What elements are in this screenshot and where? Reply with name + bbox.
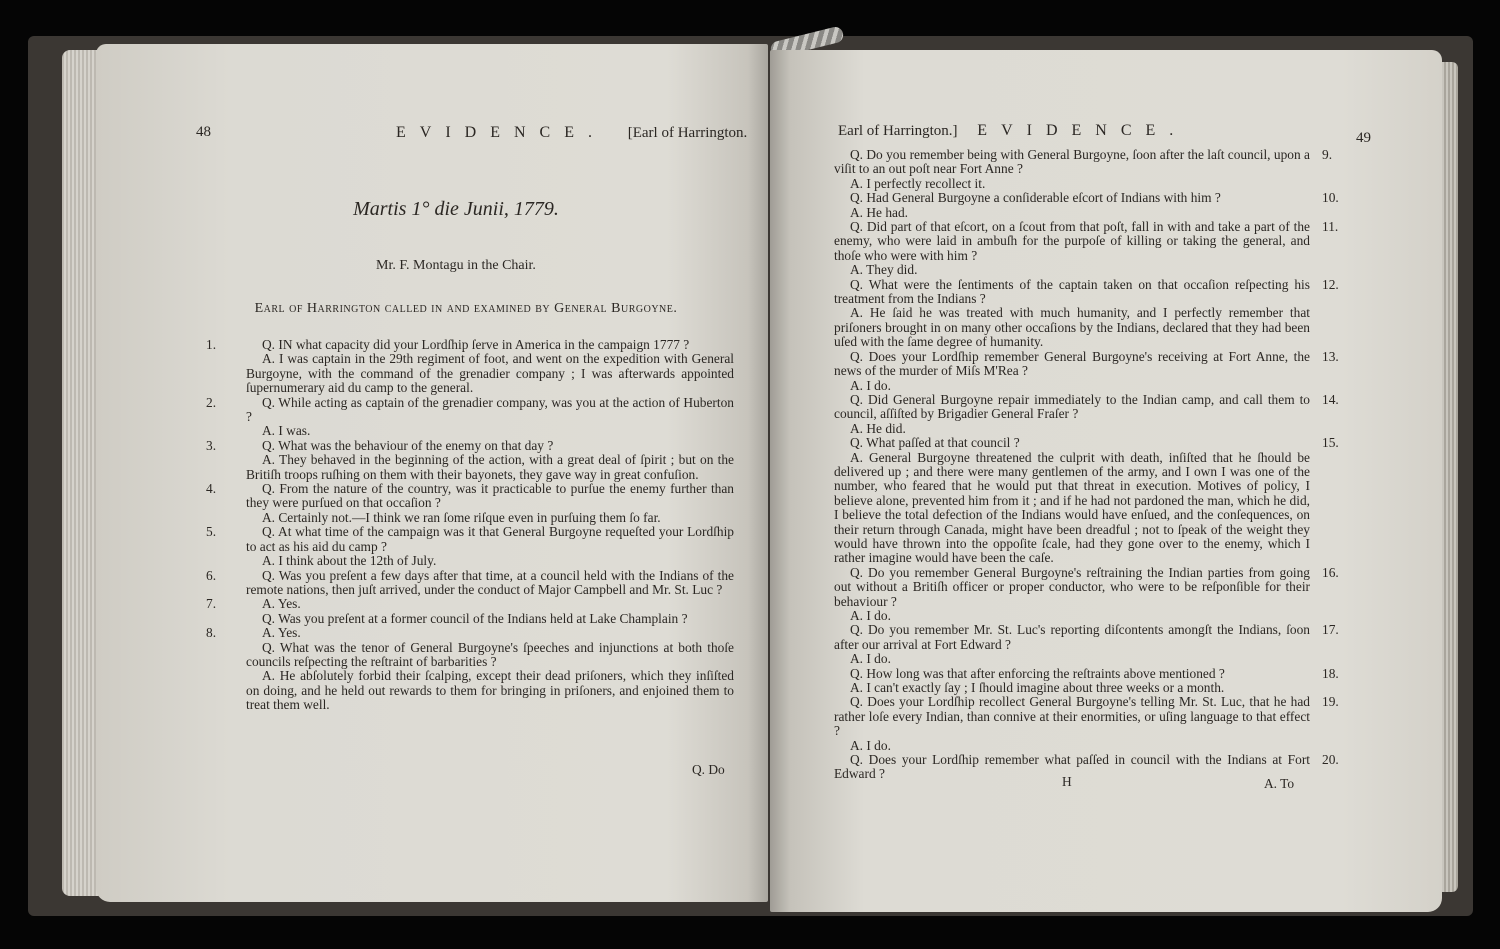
question-text: Q. Does your Lordſhip remember what paſſed in council with the Indians at Fort Edward ?	[834, 752, 1310, 782]
answer-text: A. I perfectly recollect it.	[850, 175, 986, 191]
testimony-paragraph	[834, 752, 1339, 782]
session-date: Martis 1° die Junii, 1779.	[353, 198, 559, 220]
left-text-column	[206, 337, 734, 713]
page-number: 48	[196, 124, 211, 140]
testimony-paragraph	[834, 391, 1339, 422]
question-number: 16.	[1322, 564, 1339, 580]
testimony-paragraph	[206, 394, 734, 425]
answer-text: A. They behaved in the beginning of the action, with a great deal of ſpirit ; but on the Britiſh troops ruſhing on them with their bayonets, they gave way in great confuſion.	[246, 452, 734, 482]
answer-text: A. Yes.	[262, 625, 301, 641]
question-text: Q. Does your Lordſhip remember General Burgoyne's receiving at Fort Anne, the news of the murder of Miſs M'Rea ?	[834, 348, 1310, 379]
testimony-paragraph	[834, 147, 1333, 177]
question-number: 7.	[206, 596, 217, 612]
testimony-paragraph	[834, 694, 1339, 739]
question-text: Q. IN what capacity did your Lordſhip ſerve in America in the campaign 1777 ?	[262, 337, 690, 352]
testimony-paragraph	[246, 612, 734, 626]
answer-text: A. I do.	[850, 651, 891, 667]
signature-mark: H	[1062, 774, 1072, 789]
question-text: Q. How long was that after enforcing the reſtraints above mentioned ?	[850, 665, 1225, 681]
testimony-paragraph	[834, 219, 1339, 263]
answer-text: A. Yes.	[262, 596, 301, 612]
question-text: Q. Was you preſent at a former council of the Indians held at Lake Champlain ?	[262, 610, 688, 626]
testimony-paragraph	[834, 306, 1310, 349]
testimony-paragraph	[834, 739, 1310, 753]
chair-note: Mr. F. Montagu in the Chair.	[376, 258, 536, 273]
testimony-paragraph	[834, 564, 1339, 609]
question-text: Q. From the nature of the country, was it practicable to purſue the enemy further than they were purſued on that occaſion ?	[246, 481, 734, 511]
testimony-paragraph	[246, 669, 734, 712]
answer-text: A. I was.	[262, 423, 311, 439]
answer-text: A. Certainly not.—I think we ran ſome riſque even in purſuing them ſo far.	[262, 509, 661, 525]
question-text: Q. Did part of that eſcort, on a ſcout from that poſt, fall in with and take a part of the enemy, who were laid in ambuſh for the purpoſe of killing or taking the general, and thoſe who were with him ?	[834, 219, 1310, 263]
testimony-paragraph	[246, 352, 734, 395]
answer-text: A. I can't exactly ſay ; I ſhould imagine about three weeks or a month.	[850, 680, 1225, 696]
question-text: Q. Was you preſent a few days after that time, at a council held with the Indians of the remote nations, then juſt arrived, under the conduct of Major Campbell and Mr. St. Luc ?	[246, 567, 734, 597]
testimony-paragraph	[834, 435, 1339, 451]
running-head-witness: Earl of Harrington.]	[838, 123, 958, 139]
running-head-witness: [Earl of Harrington.	[627, 125, 748, 141]
answer-text: A. He did.	[850, 420, 906, 436]
testimony-paragraph	[206, 337, 734, 352]
testimony-paragraph	[834, 190, 1339, 206]
catchword: Q. Do	[692, 762, 725, 777]
testimony-paragraph	[834, 622, 1339, 652]
page-number: 49	[1356, 130, 1371, 146]
question-text: Q. While acting as captain of the grenadier company, was you at the action of Huberton ?	[246, 394, 734, 425]
testimony-paragraph	[834, 276, 1339, 307]
testimony-paragraph	[246, 511, 734, 525]
testimony-paragraph	[834, 681, 1310, 695]
testimony-paragraph	[834, 665, 1339, 681]
testimony-paragraph	[246, 424, 734, 438]
witness-called: Earl of Harrington called in and examined by General Burgoyne.	[254, 301, 678, 316]
answer-text: A. He had.	[850, 204, 909, 220]
answer-text: A. He abſolutely forbid their ſcalping, except their dead priſoners, which they inſiſted on doing, and he held out rewards to them for bringing in priſoners, and enjoined them to treat them well.	[246, 668, 734, 713]
testimony-paragraph	[206, 625, 734, 641]
question-number: 15.	[1322, 435, 1339, 451]
testimony-paragraph	[834, 177, 1310, 191]
question-number: 4.	[206, 481, 217, 497]
answer-text: A. General Burgoyne threatened the culprit with death, inſiſted that he ſhould be delivered up ; and there were many gentlemen of the army, and I own I was one of the number, who feared that he would put that threat in execution. Motives of policy, I believe alone, prevented him from it ; and if he had not pardoned the man, which he did, I believe the total defection of the Indians would have enſued, and the conſequences, on their return through Canada, might have been dreadful ; not to ſpeak of the weight they would have thrown into the oppoſite ſcale, had they gone over to the enemy, which I rather imagine would have been the caſe.	[834, 449, 1310, 566]
catchword: A. To	[1264, 776, 1295, 791]
question-text: Q. What was the tenor of General Burgoyne's ſpeeches and injunctions at both thoſe councils reſpecting the reſtraint of barbarities ?	[246, 639, 734, 669]
question-number: 10.	[1322, 190, 1339, 206]
testimony-paragraph	[206, 596, 734, 612]
testimony-paragraph	[834, 422, 1310, 436]
question-number: 1.	[206, 337, 217, 352]
right-page	[770, 50, 1442, 912]
left-page	[96, 44, 768, 902]
testimony-paragraph	[206, 524, 734, 554]
answer-text: A. He ſaid he was treated with much humanity, and I perfectly remember that priſoners brought in on many other occaſions by the Indians, declared that they had been uſed with the ſame degree of humanity.	[834, 305, 1310, 350]
question-number: 9.	[1322, 147, 1333, 162]
question-text: Q. Had General Burgoyne a conſiderable eſcort of Indians with him ?	[850, 190, 1221, 206]
right-text-column	[834, 147, 1339, 782]
question-number: 20.	[1322, 752, 1339, 768]
left-page-edges	[62, 50, 100, 896]
answer-text: A. I do.	[850, 377, 891, 393]
testimony-paragraph	[206, 437, 734, 453]
testimony-paragraph	[834, 206, 1310, 220]
question-text: Q. Do you remember being with General Burgoyne, ſoon after the laſt council, upon a viſit to an out poſt near Fort Anne ?	[834, 147, 1310, 177]
question-text: Q. Do you remember General Burgoyne's reſtraining the Indian parties from going out without a Britiſh officer or proper conductor, who were to be reſponſible for their behaviour ?	[834, 564, 1310, 609]
question-text: Q. Do you remember Mr. St. Luc's reporting diſcontents amongſt the Indians, ſoon after our arrival at Fort Edward ?	[834, 622, 1310, 652]
question-text: Q. What paſſed at that council ?	[850, 435, 1020, 451]
running-head-title: EVIDENCE.	[977, 122, 1188, 139]
running-head	[396, 124, 747, 142]
question-text: Q. At what time of the campaign was it that General Burgoyne requeſted your Lordſhip to act as his aid du camp ?	[246, 524, 734, 554]
testimony-paragraph	[834, 451, 1310, 566]
question-text: Q. What were the ſentiments of the captain taken on that occaſion reſpecting his treatment from the Indians ?	[834, 276, 1310, 307]
testimony-paragraph	[834, 379, 1310, 393]
question-number: 6.	[206, 567, 217, 583]
question-number: 8.	[206, 625, 217, 641]
question-text: Q. What was the behaviour of the enemy on that day ?	[262, 437, 554, 453]
question-number: 5.	[206, 524, 217, 540]
question-text: Q. Does your Lordſhip recollect General Burgoyne's telling Mr. St. Luc, that he had rather loſe every Indian, than connive at their enormities, or uſing language to that effect ?	[834, 694, 1310, 739]
question-number: 2.	[206, 394, 217, 410]
testimony-paragraph	[206, 567, 734, 598]
question-number: 12.	[1322, 276, 1339, 292]
answer-text: A. They did.	[850, 262, 918, 278]
testimony-paragraph	[834, 348, 1339, 379]
question-number: 14.	[1322, 391, 1339, 407]
testimony-paragraph	[834, 652, 1310, 666]
testimony-paragraph	[834, 609, 1310, 623]
running-head	[838, 122, 1187, 140]
question-number: 13.	[1322, 348, 1339, 364]
answer-text: A. I do.	[850, 608, 891, 623]
answer-text: A. I was captain in the 29th regiment of foot, and went on the expedition with General Burgoyne, with the command of the grenadier company ; I was afterwards appointed ſupernumerary aid du camp to the general.	[246, 351, 734, 396]
testimony-paragraph	[246, 453, 734, 482]
question-number: 3.	[206, 437, 217, 453]
question-number: 11.	[1322, 219, 1339, 235]
testimony-paragraph	[834, 263, 1310, 277]
answer-text: A. I do.	[850, 737, 891, 753]
question-number: 19.	[1322, 694, 1339, 710]
testimony-paragraph	[246, 641, 734, 670]
running-head-title: EVIDENCE.	[396, 124, 606, 141]
testimony-paragraph	[206, 481, 734, 511]
answer-text: A. I think about the 12th of July.	[262, 553, 437, 569]
testimony-paragraph	[246, 554, 734, 568]
question-text: Q. Did General Burgoyne repair immediately to the Indian camp, and call them to council, aſſiſted by Brigadier General Fraſer ?	[834, 391, 1310, 422]
question-number: 17.	[1322, 622, 1339, 638]
question-number: 18.	[1322, 665, 1339, 681]
